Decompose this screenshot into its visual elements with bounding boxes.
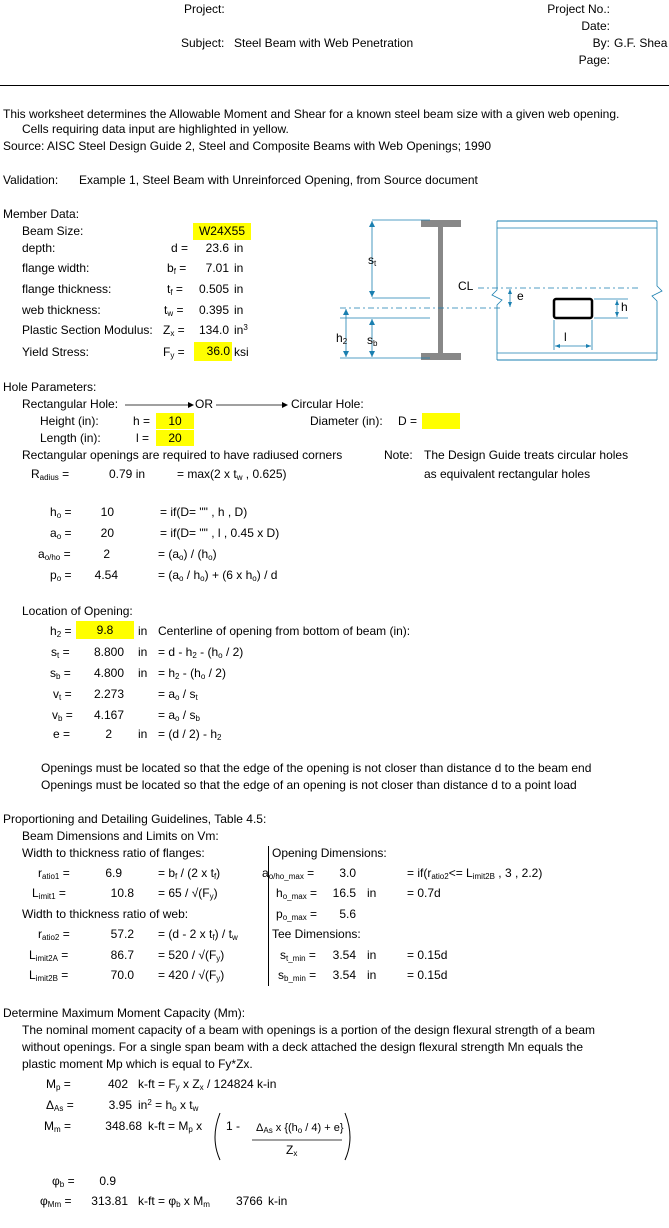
diameter-symbol: D = (398, 414, 418, 428)
moment-para-3: plastic moment Mp which is equal to Fy*Zx. (22, 1057, 253, 1071)
diameter-label: Diameter (in): (310, 414, 383, 428)
h2-desc: Centerline of opening from bottom of beam (in): (158, 624, 411, 638)
aoho-max-value: 3.0 (339, 866, 356, 880)
by-value: G.F. Shea (614, 36, 668, 50)
fraction-denominator: $Z_x$ (286, 1143, 298, 1158)
h2-symbol: $h_2$ = (50, 624, 72, 639)
sb-value: 4.800 (93, 666, 124, 680)
sb-min-formula: = 0.15d (407, 968, 448, 982)
ho-max-formula: = 0.7d (407, 886, 441, 900)
limit2b-symbol: $L_{imit2B}$ = (29, 968, 69, 983)
web-thickness-unit: in (234, 303, 244, 317)
phimm-value: 313.81 (91, 1194, 128, 1208)
flange-thickness-value: 0.505 (198, 282, 229, 296)
depth-value: 23.6 (205, 241, 229, 255)
moment-para-1: The nominal moment capacity of a beam with openings is a portion of the design flexural strength of a beam (22, 1023, 595, 1037)
beam-dims-label: Beam Dimensions and Limits on Vm: (22, 829, 219, 843)
source-line: Source: AISC Steel Design Guide 2, Steel and Composite Beams with Web Openings; 1990 (3, 139, 492, 153)
phib-symbol: $\varphi_b$ = (52, 1174, 75, 1189)
hole-title: Hole Parameters: (3, 380, 97, 394)
mm-formula: $k-ft = M_p$ x (148, 1119, 203, 1134)
web-ratio-label: Width to thickness ratio of web: (22, 907, 189, 921)
sb-unit: in (138, 666, 148, 680)
note-line-1: The Design Guide treats circular holes (424, 448, 629, 462)
ho-symbol: $h_o$ = (50, 505, 72, 520)
st-min-unit: in (367, 948, 377, 962)
limit2a-formula: = $520 / √(F_y)$ (158, 948, 225, 963)
aoho-value: 2 (103, 547, 110, 561)
plastic-modulus-unit: $in^3$ (234, 323, 248, 337)
plastic-modulus-value: 134.0 (198, 323, 229, 337)
diagram-e-label: e (517, 289, 524, 303)
vt-formula: = $a_o / s_t$ (158, 687, 198, 702)
depth-unit: in (234, 241, 244, 255)
phimm-kin-value: 3766 (236, 1194, 263, 1208)
das-symbol: $\Delta_{As}$ = (46, 1098, 74, 1113)
phib-value: 0.9 (99, 1174, 116, 1188)
limit1-value: 10.8 (110, 886, 134, 900)
st-unit: in (138, 645, 148, 659)
vt-symbol: $v_t$ = (53, 687, 72, 702)
limit2b-formula: = $420 / √(F_y)$ (158, 968, 225, 983)
mp-formula: $k-ft = F_y$ x $Z_x / 124824$ k-in (138, 1077, 277, 1092)
beam-size-label: Beam Size: (22, 224, 84, 238)
st-symbol: $s_t$ = (51, 645, 70, 660)
radius-formula: = max(2 x $t_w$ , 0.625) (177, 467, 287, 482)
phimm-symbol: $\varphi_{Mm}$ = (40, 1194, 72, 1209)
po-max-symbol: $p_{o\_max}$ = (276, 907, 318, 922)
ao-symbol: $a_o$ = (50, 526, 72, 541)
height-label: Height (in): (40, 414, 99, 428)
st-min-value: 3.54 (332, 948, 356, 962)
guidelines-title: Proportioning and Detailing Guidelines, Table 4.5: (3, 812, 267, 826)
mm-symbol: $M_m$ = (44, 1119, 72, 1134)
aoho-max-symbol: $a_{o/ho\_max}$ = (262, 866, 315, 881)
ratio1-value: 6.9 (105, 866, 122, 880)
moment-title: Determine Maximum Moment Capacity (Mm): (3, 1006, 246, 1020)
limit1-symbol: $L_{imit1}$ = (32, 886, 66, 901)
by-label: By: (592, 36, 610, 50)
ratio2-symbol: $r_{atio2}$ = (38, 927, 70, 942)
h2-input[interactable]: 9.8 (76, 621, 134, 639)
fraction-numerator: $\Delta_{As}$ x $\{(h_o / 4) + e\}$ (256, 1122, 344, 1135)
vb-value: 4.167 (93, 708, 124, 722)
web-thickness-symbol: $t_w$ = (164, 303, 184, 318)
web-thickness-value: 0.395 (198, 303, 229, 317)
h2-unit: in (138, 624, 148, 638)
circ-hole-label: Circular Hole: (291, 397, 364, 411)
e-value: 2 (105, 727, 112, 741)
length-label: Length (in): (40, 431, 101, 445)
opening-dims-label: Opening Dimensions: (272, 846, 387, 860)
intro-line-1: This worksheet determines the Allowable Moment and Shear for a known steel beam size with a given web opening. (3, 107, 620, 121)
radius-value: 0.79 in (109, 467, 146, 481)
diagram-h-label: h (621, 300, 628, 314)
member-title: Member Data: (3, 207, 80, 221)
location-note-2: Openings must be located so that the edge of an opening is not closer than distance d to a point load (41, 778, 577, 792)
mp-value: 402 (107, 1077, 128, 1091)
intro-line-2: Cells requiring data input are highlighted in yellow. (22, 122, 289, 136)
depth-symbol: d = (171, 241, 189, 255)
project-no-label: Project No.: (547, 2, 610, 16)
aoho-max-formula: = $if(r_{atio2}<= L_{imit2B}$ , 3 , 2.2) (407, 866, 543, 881)
flange-width-label: flange width: (22, 261, 90, 275)
ho-max-unit: in (367, 886, 377, 900)
sb-formula: = $h_2 - (h_o / 2)$ (158, 666, 226, 681)
beam-size-input[interactable]: W24X55 (193, 223, 251, 240)
po-symbol: $p_o$ = (50, 568, 72, 583)
length-symbol: l = (136, 431, 150, 445)
ao-value: 20 (100, 526, 114, 540)
location-note-1: Openings must be located so that the edge of the opening is not closer than distance d to the beam end (41, 761, 592, 775)
web-thickness-label: web thickness: (22, 303, 101, 317)
po-max-value: 5.6 (339, 907, 356, 921)
note-line-2: as equivalent rectangular holes (424, 467, 591, 481)
project-label: Project: (184, 2, 225, 16)
flange-ratio-label: Width to thickness ratio of flanges: (22, 846, 205, 860)
plastic-modulus-label: Plastic Section Modulus: (22, 323, 153, 337)
st-min-formula: = 0.15d (407, 948, 448, 962)
yield-stress-unit: ksi (234, 345, 249, 359)
e-unit: in (138, 727, 148, 741)
phimm-kin-unit: k-in (268, 1194, 288, 1208)
validation-label: Validation: (3, 173, 59, 187)
sb-symbol: $s_b$ = (50, 666, 71, 681)
radius-symbol: $R_{adius}$ = (31, 467, 70, 482)
subject-label: Subject: (181, 36, 225, 50)
vb-formula: = $a_o / s_b$ (158, 708, 200, 723)
length-input[interactable]: 20 (156, 430, 194, 446)
ho-max-symbol: $h_{o\_max}$ = (276, 886, 318, 901)
location-title: Location of Opening: (22, 604, 133, 618)
height-symbol: h = (133, 414, 151, 428)
st-formula: = d - $h_2 - (h_o / 2)$ (158, 645, 244, 660)
phimm-formula: $k-ft = \varphi_b$ x $M_m$ (138, 1194, 210, 1209)
tee-dims-label: Tee Dimensions: (272, 927, 361, 941)
diagram-l-label: l (564, 330, 567, 344)
st-value: 8.800 (93, 645, 124, 659)
yield-stress-input[interactable]: 36.0 (194, 342, 232, 361)
mm-value: 348.68 (105, 1119, 142, 1133)
das-formula: $in^2 = h_o$ x $t_w$ (138, 1098, 199, 1113)
ratio2-formula: = (d - 2 x $t_f) / t_w$ (158, 927, 238, 942)
sb-min-unit: in (367, 968, 377, 982)
page-label: Page: (578, 53, 610, 67)
or-label: OR (195, 397, 213, 411)
subject-value: Steel Beam with Web Penetration (234, 36, 414, 50)
plastic-modulus-symbol: $Z_x$ = (163, 323, 185, 338)
po-formula: = $(a_o / h_o) + (6$ x $h_o$) / d (158, 568, 278, 583)
flange-thickness-label: flange thickness: (22, 282, 112, 296)
ho-formula: = if(D= "" , h , D) (160, 505, 248, 519)
depth-label: depth: (22, 241, 56, 255)
validation-text: Example 1, Steel Beam with Unreinforced Opening, from Source document (79, 173, 478, 187)
e-formula: = $(d / 2) - h_2$ (158, 727, 222, 742)
diagram-h2-label: $h_2$ (336, 331, 348, 346)
ho-max-value: 16.5 (332, 886, 356, 900)
aoho-formula: = $(a_o) / (h_o)$ (158, 547, 217, 562)
flange-thickness-symbol: $t_f$ = (167, 282, 183, 297)
ratio1-formula: = $b_f / (2$ x $t_f$) (158, 866, 221, 881)
flange-width-symbol: $b_f$ = (167, 261, 187, 276)
note-label: Note: (384, 448, 413, 462)
yield-stress-label: Yield Stress: (22, 345, 89, 359)
e-symbol: e = (53, 727, 71, 741)
das-value: 3.95 (108, 1098, 132, 1112)
flange-width-unit: in (234, 261, 244, 275)
limit2b-value: 70.0 (110, 968, 134, 982)
aoho-symbol: $a_{o/ho}$ = (38, 547, 71, 562)
fraction-one-minus: 1 - (226, 1119, 241, 1133)
vt-value: 2.273 (93, 687, 124, 701)
corner-note: Rectangular openings are required to have radiused corners (22, 448, 343, 462)
sb-min-value: 3.54 (332, 968, 356, 982)
ratio1-symbol: $r_{atio1}$ = (38, 866, 70, 881)
moment-para-2: without openings. For a single span beam with a deck attached the design flexural strength Mn equals the (22, 1040, 584, 1054)
diagram-sb-label: $s_b$ (367, 333, 378, 348)
limit2a-symbol: $L_{imit2A}$ = (29, 948, 69, 963)
flange-width-value: 7.01 (205, 261, 229, 275)
mp-symbol: $M_p$ = (46, 1077, 71, 1092)
ho-value: 10 (100, 505, 114, 519)
diagram-cl-label: CL (458, 279, 474, 293)
po-value: 4.54 (94, 568, 118, 582)
flange-thickness-unit: in (234, 282, 244, 296)
height-input[interactable]: 10 (156, 413, 194, 429)
limit2a-value: 86.7 (110, 948, 134, 962)
date-label: Date: (581, 19, 610, 33)
ratio2-value: 57.2 (110, 927, 134, 941)
rect-hole-label: Rectangular Hole: (22, 397, 119, 411)
diagram-st-label: $s_t$ (368, 253, 377, 268)
yield-stress-symbol: $F_y$ = (163, 345, 185, 360)
vb-symbol: $v_b$ = (52, 708, 73, 723)
st-min-symbol: $s_{t\_min}$ = (280, 948, 316, 963)
ao-formula: = if(D= "" , l , 0.45 x D) (160, 526, 280, 540)
limit1-formula: = $65 / √(F_y)$ (158, 886, 218, 901)
sb-min-symbol: $s_{b\_min}$ = (278, 968, 317, 983)
